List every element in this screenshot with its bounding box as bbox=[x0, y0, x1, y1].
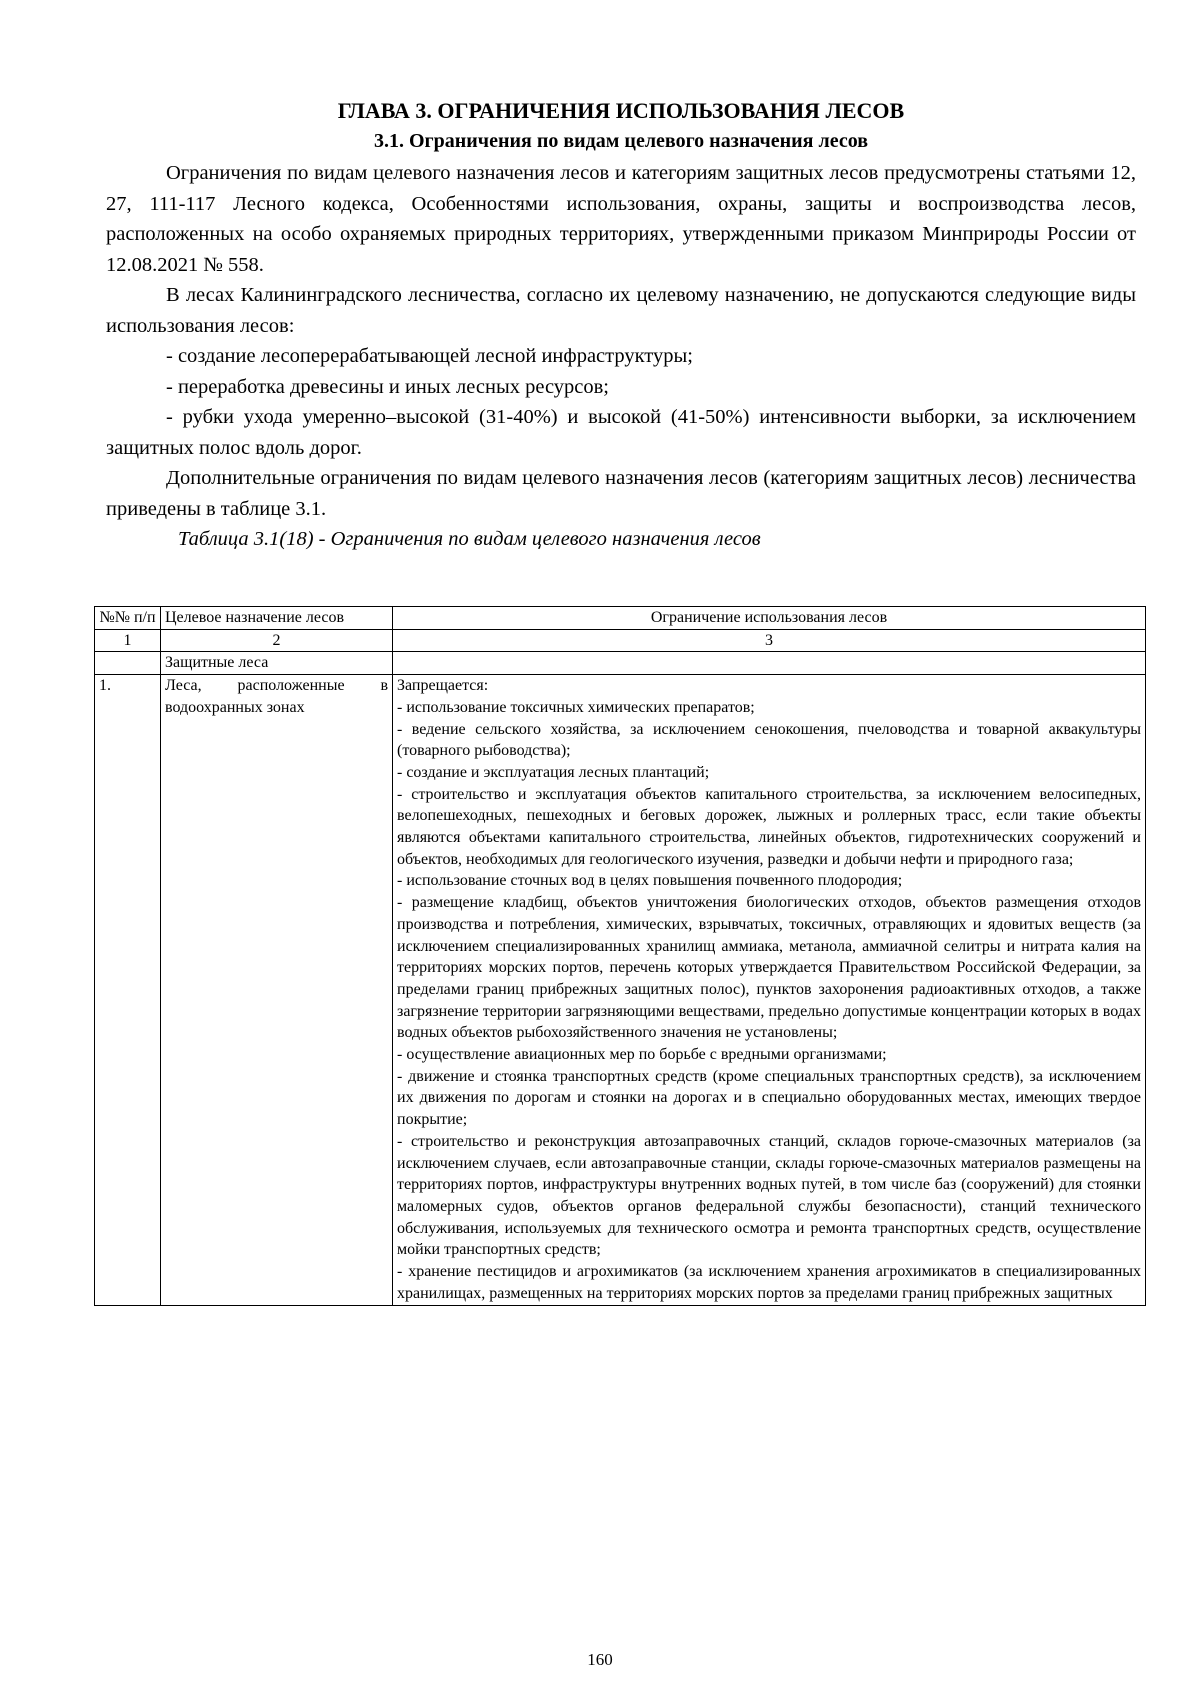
chapter-title: ГЛАВА 3. ОГРАНИЧЕНИЯ ИСПОЛЬЗОВАНИЯ ЛЕСОВ bbox=[337, 98, 905, 123]
restriction-item: - строительство и эксплуатация объектов капитального строительства, за исключением велосипедных, велопешеходных, пешеходных и беговых дорожек, лыжных и роллерных трасс, если такие объекты являются объектами капитального строительства, линейных объектов, гидротехнических сооружений и объектов, необходимых для геологического изучения, разведки и добычи нефти и природного газа; bbox=[397, 785, 1141, 868]
table-group-row bbox=[95, 652, 1146, 675]
row-purpose: Леса, расположенные в водоохранных зонах bbox=[161, 675, 393, 1305]
document-page bbox=[106, 96, 1136, 573]
restrictions-table bbox=[94, 606, 1146, 1306]
restriction-item: Запрещается: bbox=[397, 677, 489, 695]
table-row bbox=[95, 675, 1146, 1305]
group-title: Защитные леса bbox=[161, 652, 393, 675]
restriction-item: - хранение пестицидов и агрохимикатов (за исключением хранения агрохимикатов в специализированных хранилищах, размещенных на территориях морских портов за пределами границ прибрежных защитных bbox=[397, 1263, 1141, 1302]
table-header-row bbox=[95, 607, 1146, 630]
bullet-item: - рубки ухода умеренно–высокой (31-40%) и высокой (41-50%) интенсивности выборки, за исключением защитных полос вдоль дорог. bbox=[106, 406, 1136, 459]
header-restriction: Ограничение использования лесов bbox=[393, 607, 1146, 630]
restriction-item: - движение и стоянка транспортных средств (кроме специальных транспортных средств), за исключением их движения по дорогам и стоянки на дорогах и в специально оборудованных местах, имеющих твердое покрытие; bbox=[397, 1067, 1141, 1129]
column-number: 2 bbox=[161, 629, 393, 652]
restriction-item: - создание и эксплуатация лесных плантаций; bbox=[397, 763, 710, 781]
section-title: 3.1. Ограничения по видам целевого назначения лесов bbox=[374, 130, 868, 152]
row-number: 1. bbox=[95, 675, 161, 1305]
table-cell-empty bbox=[393, 652, 1146, 675]
paragraph-1: Ограничения по видам целевого назначения лесов и категориям защитных лесов предусмотрены статьями 12, 27, 111-117 Лесного кодекса, Особенностями использования, охраны, защиты и воспроизводства лесов, расположенных на особо охраняемых природных территориях, утвержденными приказом Минприроды России от 12.08.2021 № 558. bbox=[106, 162, 1136, 276]
table-cell-empty bbox=[95, 652, 161, 675]
restriction-item: - размещение кладбищ, объектов уничтожения биологических отходов, объектов размещения отходов производства и потребления, химических, взрывчатых, токсичных, отравляющих и ядовитых веществ (за исключением специализированных хранилищ аммиака, метанола, аммиачной селитры и нитрата калия на территориях морских портов, перечень которых утверждается Правительством Российской Федерации, за пределами границ прибрежных защитных полос), пунктов захоронения радиоактивных отходов, а также загрязнение территории загрязняющими веществами, предельно допустимые концентрации которых в водах водных объектов рыбохозяйственного значения не установлены; bbox=[397, 894, 1141, 1042]
column-number: 3 bbox=[393, 629, 1146, 652]
header-purpose: Целевое назначение лесов bbox=[161, 607, 393, 630]
header-number: №№ п/п bbox=[95, 607, 161, 630]
table-numbering-row bbox=[95, 629, 1146, 652]
restriction-item: - строительство и реконструкция автозаправочных станций, складов горюче-смазочных материалов (за исключением случаев, если автозаправочные станции, склады горюче-смазочных материалов размещены на территориях портов, инфраструктуры внутренних водных путей, в том числе баз (сооружений) для стоянки маломерных судов, объектов органов федеральной службы безопасности), станций технического обслуживания, используемых для технического осмотра и ремонта транспортных средств, осуществление мойки транспортных средств; bbox=[397, 1132, 1141, 1259]
restriction-item: - использование токсичных химических препаратов; bbox=[397, 698, 755, 716]
paragraph-2: В лесах Калининградского лесничества, согласно их целевому назначению, не допускаются следующие виды использования лесов: bbox=[106, 284, 1136, 337]
restriction-item: - осуществление авиационных мер по борьбе с вредными организмами; bbox=[397, 1046, 887, 1064]
bullet-item: - переработка древесины и иных лесных ресурсов; bbox=[166, 375, 610, 398]
bullet-item: - создание лесоперерабатывающей лесной инфраструктуры; bbox=[166, 345, 693, 367]
restriction-item: - использование сточных вод в целях повышения почвенного плодородия; bbox=[397, 872, 903, 890]
restriction-item: - ведение сельского хозяйства, за исключением сенокошения, пчеловодства и товарной аквакультуры (товарного рыбоводства); bbox=[397, 720, 1141, 760]
row-restrictions bbox=[393, 675, 1146, 1305]
page-number: 160 bbox=[587, 1650, 613, 1669]
column-number: 1 bbox=[95, 629, 161, 652]
table-caption: Таблица 3.1(18) - Ограничения по видам целевого назначения лесов bbox=[178, 528, 761, 550]
paragraph-3: Дополнительные ограничения по видам целевого назначения лесов (категориям защитных лесов) лесничества приведены в таблице 3.1. bbox=[106, 467, 1136, 520]
